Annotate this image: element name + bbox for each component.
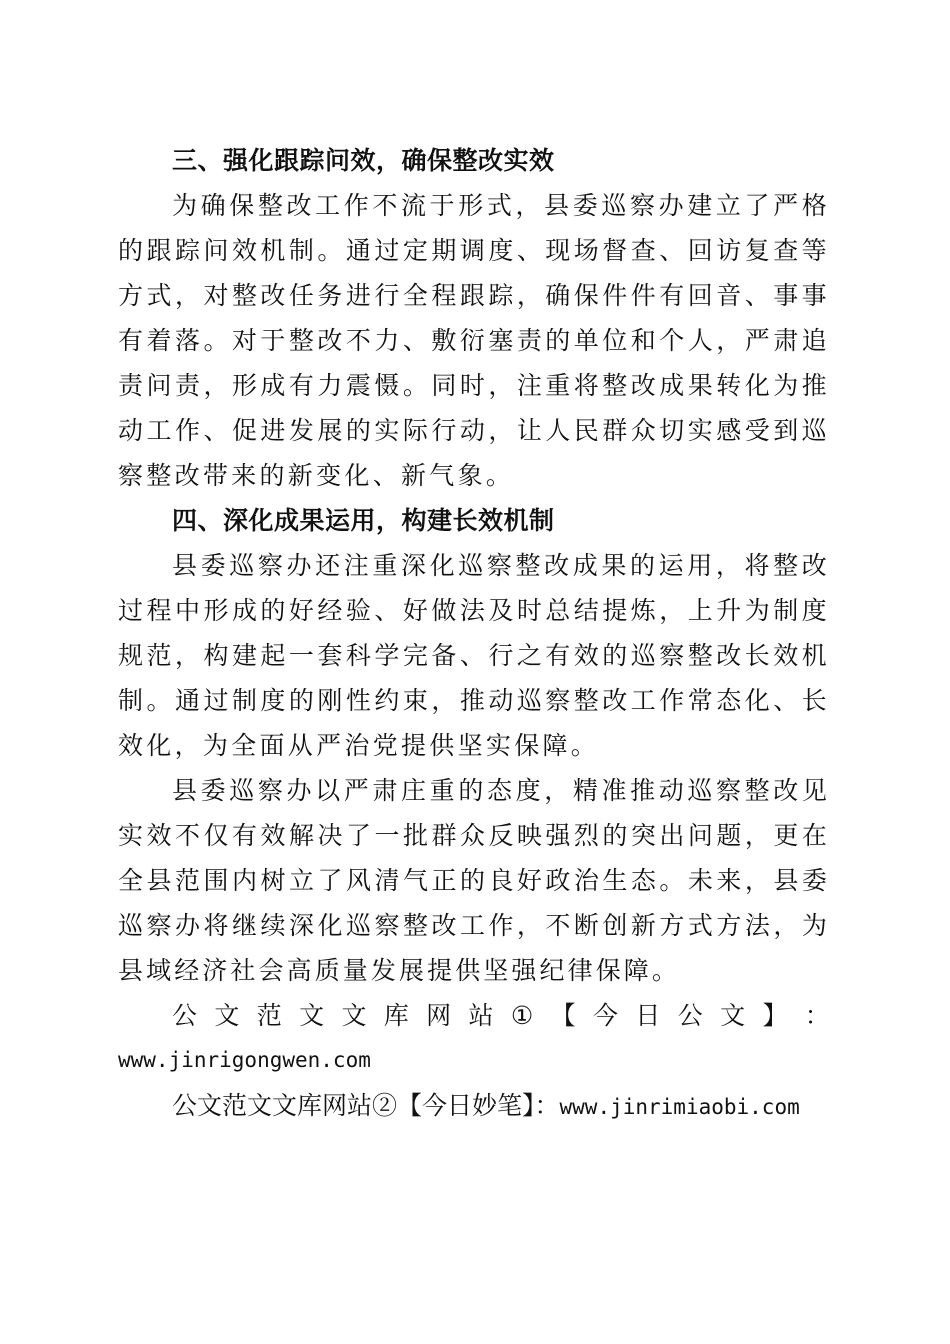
link-1-label-char: 文 [214,1001,240,1030]
link-1-label-char: 【 [550,1001,576,1030]
section-3-body: 为确保整改工作不流于形式，县委巡察办建立了严格的跟踪问效机制。通过定期调度、现场督查、回访复查等方式，对整改任务进行全程跟踪，确保件件有回音、事事有着落。对于整改不力、敷衍塞责的单位和个人，严肃追责问责，形成有力震慑。同时，注重将整改成果转化为推动工作、促进发展的实际行动，让人民群众切实感受到巡察整改带来的新变化、新气象。 [118,191,830,490]
conclusion-body: 县委巡察办以严肃庄重的态度，精准推动巡察整改见实效不仅有效解决了一批群众反映强烈的突出问题，更在全县范围内树立了风清气正的良好政治生态。未来，县委巡察办将继续深化巡察整改工作，不断创新方式方法，为县域经济社会高质量发展提供坚强纪律保障。 [118,776,830,985]
link-1-label-char: ： [804,1001,830,1030]
link-1-label-char: 】 [762,1001,788,1030]
link-1-label-char: 公 [677,1001,703,1030]
link-1-label-char: ① [510,1001,534,1030]
website-link-1 [118,993,830,1083]
website-link-2 [118,1083,830,1130]
link-1-label-char: 今 [593,1001,619,1030]
website-link-1-url[interactable]: www.jinrigongwen.com [118,1048,371,1072]
link-1-label-char: 网 [426,1001,452,1030]
website-link-2-url[interactable]: www.jinrimiaobi.com [559,1095,800,1119]
link-1-label-char: 文 [341,1001,367,1030]
website-link-1-label [118,993,830,1038]
link-1-label-char: 文 [299,1001,325,1030]
document-page [118,138,830,1130]
link-1-label-char: 日 [635,1001,661,1030]
section-3-heading: 三、强化跟踪问效，确保整改实效 [172,146,555,175]
section-4-body: 县委巡察办还注重深化巡察整改成果的运用，将整改过程中形成的好经验、好做法及时总结提炼，上升为制度规范，构建起一套科学完备、行之有效的巡察整改长效机制。通过制度的刚性约束，推动巡察整改工作常态化、长效化，为全面从严治党提供坚实保障。 [118,551,830,760]
link-1-label-char: 范 [256,1001,282,1030]
link-1-label-char: 库 [383,1001,409,1030]
section-4-heading: 四、深化成果运用，构建长效机制 [172,506,555,535]
link-1-label-char: 站 [468,1001,494,1030]
link-1-label-char: 公 [172,1001,198,1030]
website-link-2-label: 公文范文文库网站②【今日妙笔】： [172,1091,560,1120]
link-1-label-char: 文 [720,1001,746,1030]
